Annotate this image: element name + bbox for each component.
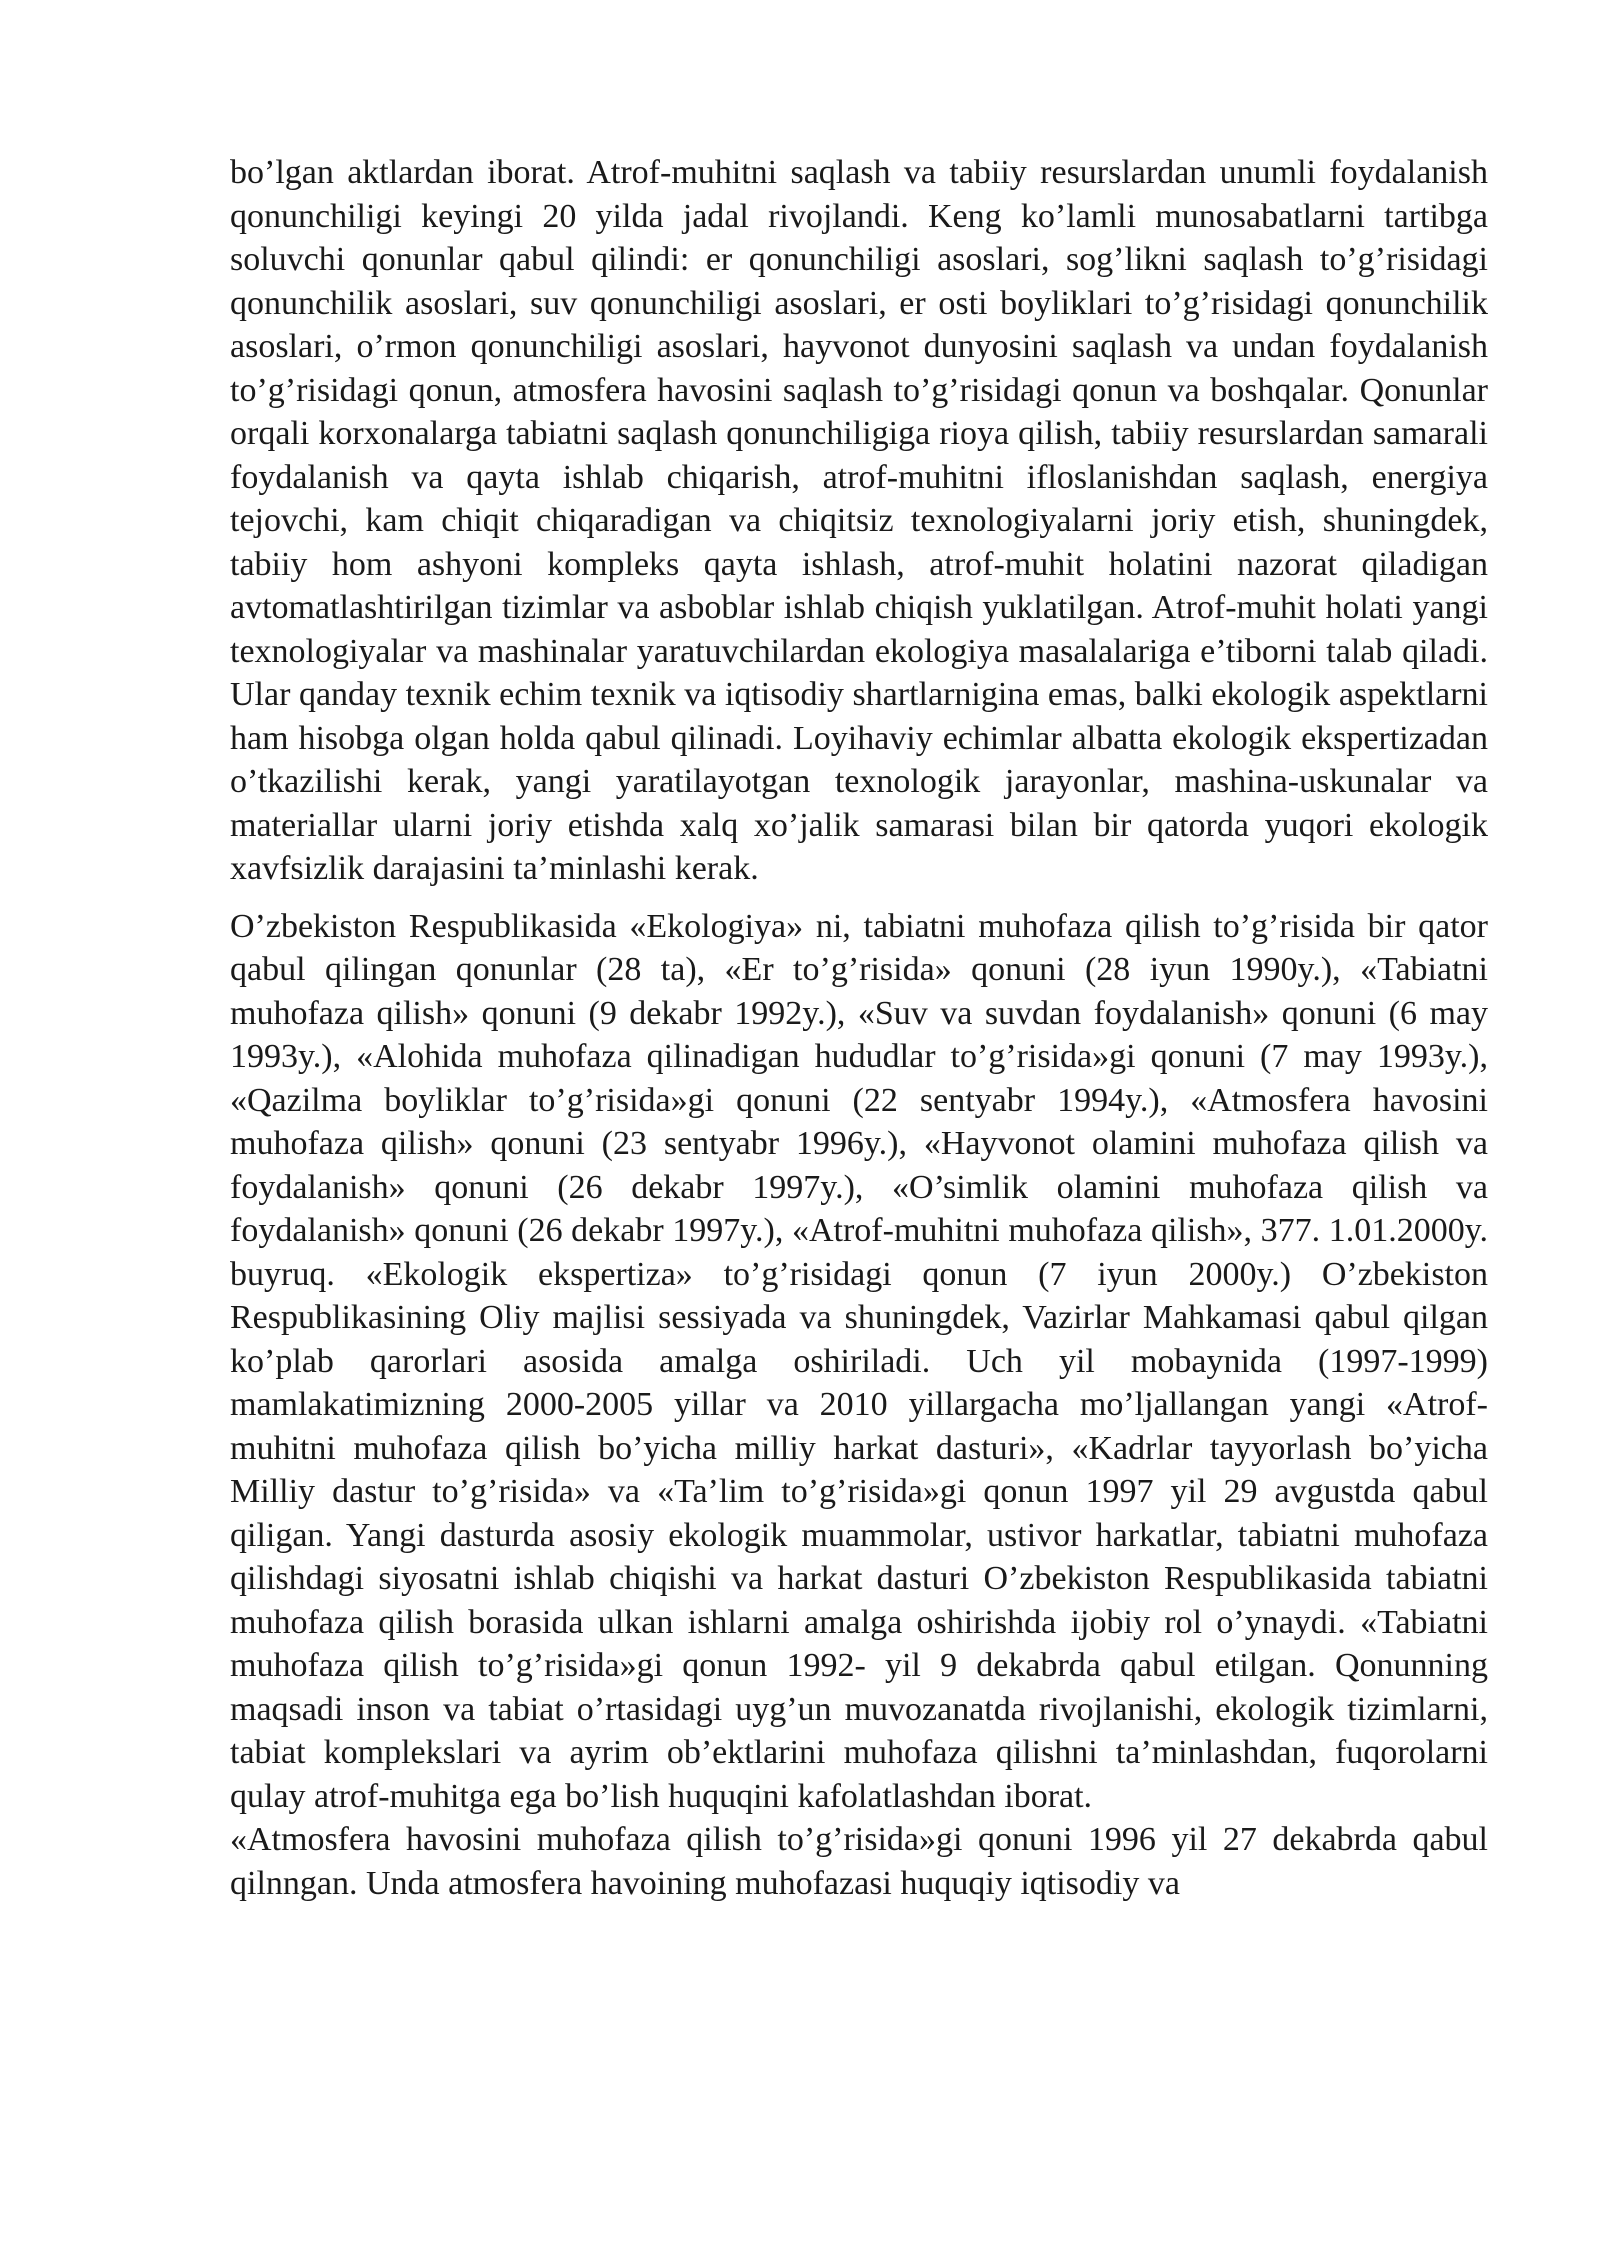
paragraph-environmental-legislation: bo’lgan aktlardan iborat. Atrof-muhitni saqlash va tabiiy resurslardan unumli foydalanish qonunchiligi keyingi 20 yilda jadal rivojlandi. Keng ko’lamli munosabatlarni tartibga soluvchi qonunlar qabul qilindi: er qonunchiligi asoslari, sog’likni saqlash to’g’risidagi qonunchilik asoslari, suv qonunchiligi asoslari, er osti boyliklari to’g’risidagi qonunchilik asoslari, o’rmon qonunchiligi asoslari, hayvonot dunyosini saqlash va undan foydalanish to’g’risidagi qonun, atmosfera havosini saqlash to’g’risidagi qonun va boshqalar. Qonunlar orqali korxonalarga tabiatni saqlash qonunchiligiga rioya qilish, tabiiy resurslardan samarali foydalanish va qayta ishlab chiqarish, atrof-muhitni ifloslanishdan saqlash, energiya tejovchi, kam chiqit chiqaradigan va chiqitsiz texnologiyalarni joriy etish, shuningdek, tabiiy hom ashyoni kompleks qayta ishlash, atrof-muhit holatini nazorat qiladigan avtomatlashtirilgan tizimlar va asboblar ishlab chiqish yuklatilgan. Atrof-muhit holati yangi texnologiyalar va mashinalar yaratuvchilardan ekologiya masalalariga e’tiborni talab qiladi. Ular qanday texnik echim texnik va iqtisodiy shartlarnigina emas, balki ekologik aspektlarni ham hisobga olgan holda qabul qilinadi. Loyihaviy echimlar albatta ekologik ekspertizadan o’tkazilishi kerak, yangi yaratilayotgan texnologik jarayonlar, mashina-uskunalar va materiallar ularni joriy etishda xalq xo’jalik samarasi bilan bir qatorda yuqori ekologik xavfsizlik darajasini ta’minlashi kerak.: [230, 154, 1488, 887]
body-text: [230, 151, 1488, 1905]
paragraph-uzbekistan-laws: O’zbekiston Respublikasida «Ekologiya» ni, tabiatni muhofaza qilish to’g’risida bir qator qabul qilingan qonunlar (28 ta), «Er to’g’risida» qonuni (28 iyun 1990y.), «Tabiatni muhofaza qilish» qonuni (9 dekabr 1992y.), «Suv va suvdan foydalanish» qonuni (6 may 1993y.), «Alohida muhofaza qilinadigan hududlar to’g’risida»gi qonuni (7 may 1993y.), «Qazilma boyliklar to’g’risida»gi qonuni (22 sentyabr 1994y.), «Atmosfera havosini muhofaza qilish» qonuni (23 sentyabr 1996y.), «Hayvonot olamini muhofaza qilish va foydalanish» qonuni (26 dekabr 1997y.), «O’simlik olamini muhofaza qilish va foydalanish» qonuni (26 dekabr 1997y.), «Atrof-muhitni muhofaza qilish», 377. 1.01.2000y. buyruq. «Ekologik ekspertiza» to’g’risidagi qonun (7 iyun 2000y.) O’zbekiston Respublikasining Oliy majlisi sessiyada va shuningdek, Vazirlar Mahkamasi qabul qilgan ko’plab qarorlari asosida amalga oshiriladi. Uch yil mobaynida (1997-1999) mamlakatimizning 2000-2005 yillar va 2010 yillargacha mo’ljallangan yangi «Atrof-muhitni muhofaza qilish bo’yicha milliy harkat dasturi», «Kadrlar tayyorlash bo’yicha Milliy dastur to’g’risida» va «Ta’lim to’g’risida»gi qonun 1997 yil 29 avgustda qabul qiligan. Yangi dasturda asosiy ekologik muammolar, ustivor harkatlar, tabiatni muhofaza qilishdagi siyosatni ishlab chiqishi va harkat dasturi O’zbekiston Respublikasida tabiatni muhofaza qilish borasida ulkan ishlarni amalga oshirishda ijobiy rol o’ynaydi. «Tabiatni muhofaza qilish to’g’risida»gi qonun 1992- yil 9 dekabrda qabul etilgan. Qonunning maqsadi inson va tabiat o’rtasidagi uyg’un muvozanatda rivojlanishi, ekologik tizimlarni, tabiat komplekslari va ayrim ob’ektlarini muhofaza qilishni ta’minlashdan, fuqorolarni qulay atrof-muhitga ega bo’lish huquqini kafolatlashdan iborat.: [230, 907, 1488, 1815]
paragraph-atmosphere-law: «Atmosfera havosini muhofaza qilish to’g’risida»gi qonuni 1996 yil 27 dekabrda qabul qilnngan. Unda atmosfera havoining muhofazasi huquqiy iqtisodiy va: [230, 1821, 1488, 1902]
